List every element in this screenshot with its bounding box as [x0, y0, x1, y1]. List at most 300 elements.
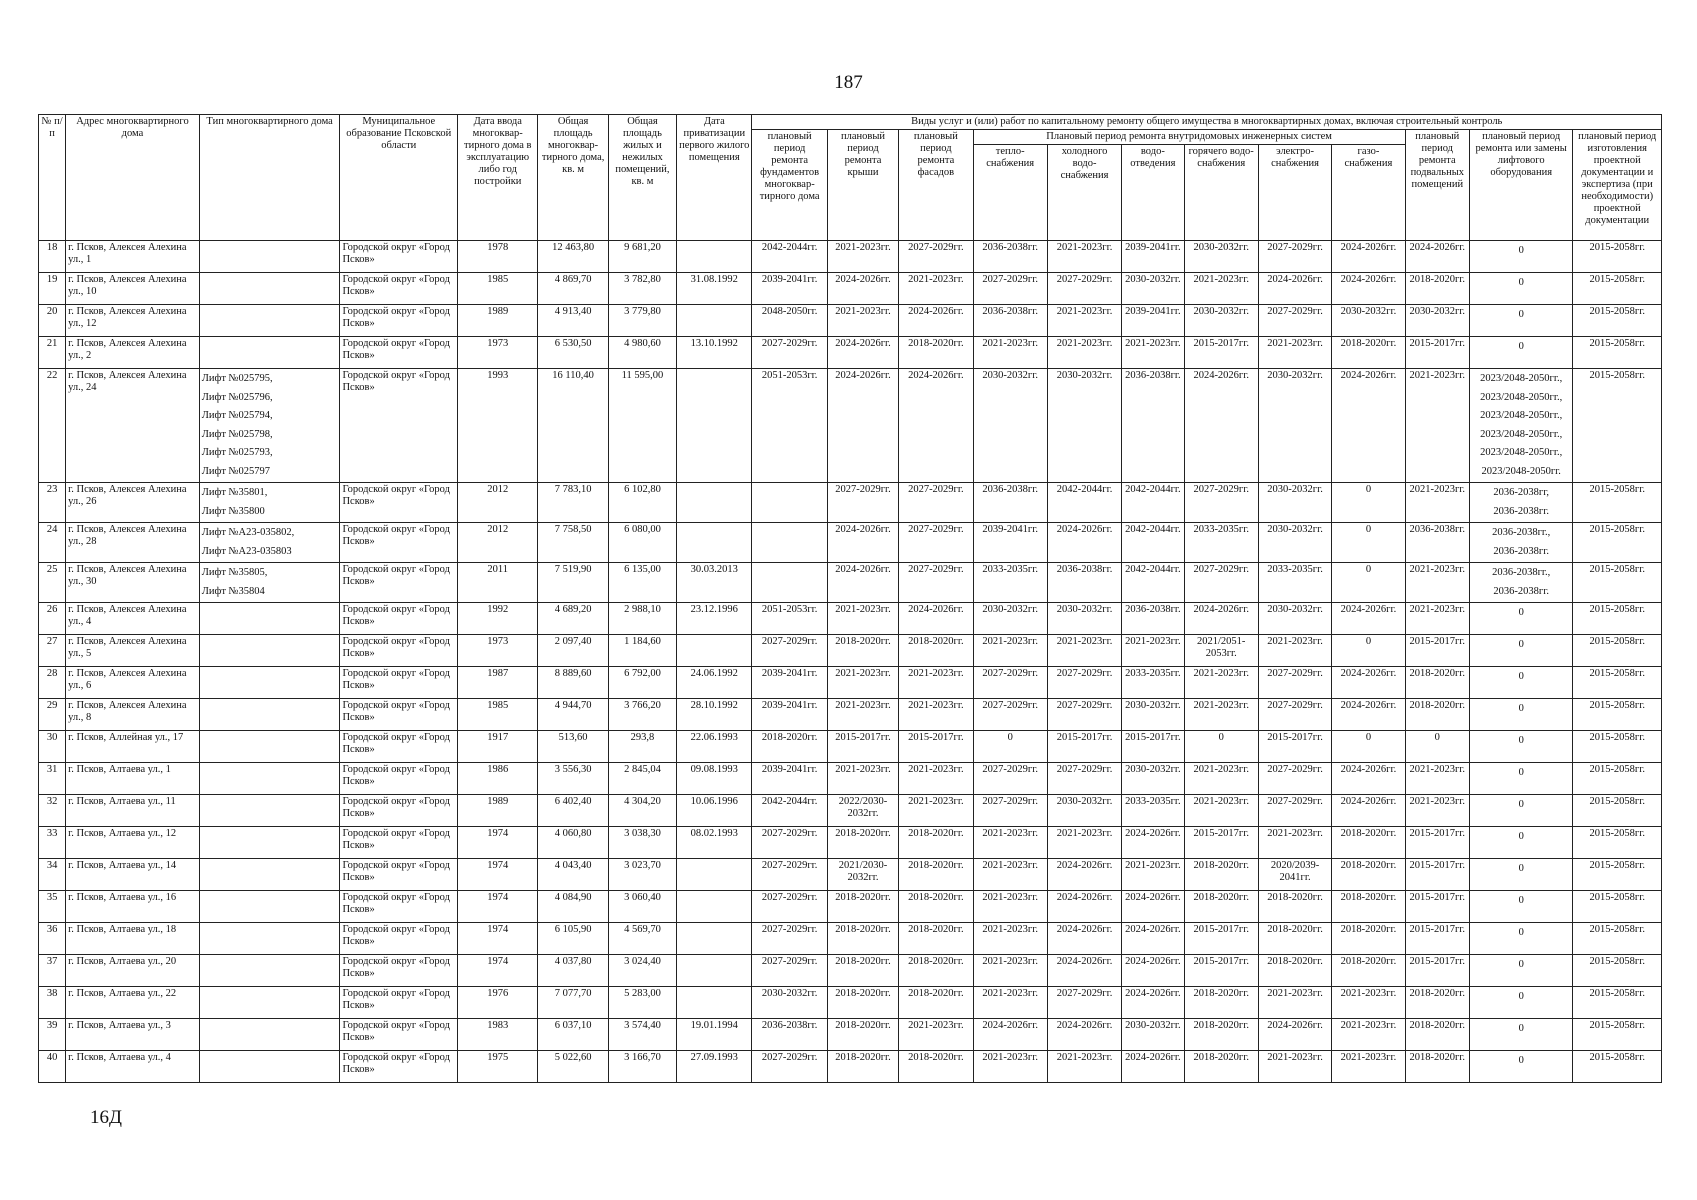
cell-cold-water: 2036-2038гг. [1047, 563, 1121, 603]
cell-elevator [1469, 923, 1573, 955]
cell-foundation: 2027-2029гг. [752, 859, 827, 891]
cell-address: г. Псков, Алтаева ул., 12 [66, 827, 200, 859]
cell-cold-water: 2021-2023гг. [1047, 635, 1121, 667]
cell-elevator [1469, 667, 1573, 699]
cell-privatization-date [677, 523, 752, 563]
cell-living-area: 4 304,20 [608, 795, 676, 827]
elevator-period: 0 [1518, 341, 1524, 352]
cell-living-area: 3 779,80 [608, 305, 676, 337]
cell-facade: 2021-2023гг. [899, 763, 973, 795]
cell-cold-water: 2030-2032гг. [1047, 369, 1121, 483]
cell-privatization-date: 30.03.2013 [677, 563, 752, 603]
cell-commission-year: 1973 [458, 635, 538, 667]
cell-cold-water: 2027-2029гг. [1047, 699, 1121, 731]
cell-total-area: 3 556,30 [538, 763, 608, 795]
cell-commission-year: 1985 [458, 699, 538, 731]
cell-roof: 2018-2020гг. [827, 891, 898, 923]
cell-type [199, 891, 340, 923]
cell-roof: 2024-2026гг. [827, 369, 898, 483]
elevator-period: 0 [1518, 863, 1524, 874]
cell-drainage: 2042-2044гг. [1122, 523, 1184, 563]
cell-living-area: 3 766,20 [608, 699, 676, 731]
cell-elevator [1469, 699, 1573, 731]
cell-total-area: 6 402,40 [538, 795, 608, 827]
elevator-period: 0 [1518, 277, 1524, 288]
cell-privatization-date [677, 859, 752, 891]
cell-commission-year: 1987 [458, 667, 538, 699]
cell-hot-water: 2033-2035гг. [1184, 523, 1258, 563]
cell-municipality: Городской округ «Город Псков» [340, 731, 458, 763]
cell-hot-water: 2021-2023гг. [1184, 667, 1258, 699]
cell-docs: 2015-2058гг. [1573, 563, 1662, 603]
cell-type [199, 763, 340, 795]
cell-basement: 2015-2017гг. [1405, 635, 1469, 667]
cell-commission-year: 1974 [458, 859, 538, 891]
cell-facade: 2015-2017гг. [899, 731, 973, 763]
cell-drainage: 2036-2038гг. [1122, 603, 1184, 635]
cell-hot-water: 2015-2017гг. [1184, 923, 1258, 955]
table-row [39, 987, 1662, 1019]
cell-docs: 2015-2058гг. [1573, 763, 1662, 795]
cell-electric: 2015-2017гг. [1258, 731, 1331, 763]
cell-cold-water: 2027-2029гг. [1047, 987, 1121, 1019]
cell-heating: 2021-2023гг. [973, 859, 1047, 891]
cell-docs: 2015-2058гг. [1573, 859, 1662, 891]
cell-living-area: 9 681,20 [608, 241, 676, 273]
cell-facade: 2021-2023гг. [899, 795, 973, 827]
cell-living-area: 3 024,40 [608, 955, 676, 987]
cell-address: г. Псков, Алтаева ул., 20 [66, 955, 200, 987]
cell-heating: 2030-2032гг. [973, 603, 1047, 635]
cell-type [199, 955, 340, 987]
header-cold-water: холодного водо-снабжения [1047, 145, 1121, 241]
lift-entry: Лифт №025796, [201, 391, 273, 403]
cell-type [199, 923, 340, 955]
cell-privatization-date [677, 369, 752, 483]
cell-num: 37 [39, 955, 66, 987]
header-basement: плановый период ремонта подвальных помещений [1405, 130, 1469, 241]
cell-basement: 2018-2020гг. [1405, 699, 1469, 731]
header-type: Тип многоквартирного дома [199, 115, 340, 241]
cell-drainage: 2015-2017гг. [1122, 731, 1184, 763]
cell-living-area: 3 038,30 [608, 827, 676, 859]
cell-electric: 2021-2023гг. [1258, 1051, 1331, 1083]
cell-foundation: 2042-2044гг. [752, 241, 827, 273]
cell-facade: 2018-2020гг. [899, 827, 973, 859]
cell-num: 29 [39, 699, 66, 731]
cell-basement: 2015-2017гг. [1405, 827, 1469, 859]
cell-total-area: 12 463,80 [538, 241, 608, 273]
cell-docs: 2015-2058гг. [1573, 1051, 1662, 1083]
cell-address: г. Псков, Аллейная ул., 17 [66, 731, 200, 763]
table-row [39, 667, 1662, 699]
cell-docs: 2015-2058гг. [1573, 273, 1662, 305]
cell-heating: 2033-2035гг. [973, 563, 1047, 603]
cell-total-area: 4 037,80 [538, 955, 608, 987]
table-row [39, 955, 1662, 987]
cell-living-area: 5 283,00 [608, 987, 676, 1019]
cell-type [199, 241, 340, 273]
cell-hot-water: 2015-2017гг. [1184, 337, 1258, 369]
cell-basement: 2021-2023гг. [1405, 483, 1469, 523]
lift-entry: Лифт №35805, [201, 567, 268, 578]
cell-drainage: 2024-2026гг. [1122, 923, 1184, 955]
cell-hot-water: 2030-2032гг. [1184, 241, 1258, 273]
cell-foundation: 2051-2053гг. [752, 603, 827, 635]
cell-living-area: 3 782,80 [608, 273, 676, 305]
cell-living-area: 2 845,04 [608, 763, 676, 795]
cell-privatization-date: 28.10.1992 [677, 699, 752, 731]
cell-gas: 2030-2032гг. [1332, 305, 1405, 337]
cell-drainage: 2030-2032гг. [1122, 763, 1184, 795]
cell-gas: 2021-2023гг. [1332, 1051, 1405, 1083]
cell-num: 33 [39, 827, 66, 859]
cell-municipality: Городской округ «Город Псков» [340, 337, 458, 369]
cell-type [199, 603, 340, 635]
cell-gas: 2018-2020гг. [1332, 891, 1405, 923]
elevator-period: 2036-2038гг., [1492, 527, 1551, 538]
cell-docs: 2015-2058гг. [1573, 987, 1662, 1019]
cell-docs: 2015-2058гг. [1573, 369, 1662, 483]
cell-basement: 2018-2020гг. [1405, 667, 1469, 699]
table-row [39, 337, 1662, 369]
cell-total-area: 2 097,40 [538, 635, 608, 667]
cell-facade: 2024-2026гг. [899, 369, 973, 483]
cell-municipality: Городской округ «Город Псков» [340, 273, 458, 305]
cell-cold-water: 2024-2026гг. [1047, 859, 1121, 891]
cell-drainage: 2039-2041гг. [1122, 241, 1184, 273]
cell-elevator [1469, 305, 1573, 337]
cell-type [199, 1051, 340, 1083]
cell-foundation: 2027-2029гг. [752, 1051, 827, 1083]
cell-basement: 2024-2026гг. [1405, 241, 1469, 273]
cell-electric: 2018-2020гг. [1258, 955, 1331, 987]
cell-address: г. Псков, Алтаева ул., 18 [66, 923, 200, 955]
cell-drainage: 2030-2032гг. [1122, 273, 1184, 305]
page-number: 187 [834, 72, 863, 93]
cell-commission-year: 1974 [458, 923, 538, 955]
cell-facade: 2024-2026гг. [899, 305, 973, 337]
table-row [39, 241, 1662, 273]
cell-hot-water: 2021-2023гг. [1184, 795, 1258, 827]
cell-gas: 2018-2020гг. [1332, 859, 1405, 891]
cell-roof: 2022/2030-2032гг. [827, 795, 898, 827]
cell-roof: 2024-2026гг. [827, 523, 898, 563]
cell-gas: 2018-2020гг. [1332, 955, 1405, 987]
cell-total-area: 4 869,70 [538, 273, 608, 305]
cell-total-area: 4 689,20 [538, 603, 608, 635]
cell-cold-water: 2024-2026гг. [1047, 955, 1121, 987]
cell-num: 27 [39, 635, 66, 667]
header-drainage: водо-отведения [1122, 145, 1184, 241]
cell-type [199, 987, 340, 1019]
cell-type [199, 1019, 340, 1051]
cell-electric: 2024-2026гг. [1258, 273, 1331, 305]
cell-elevator [1469, 763, 1573, 795]
cell-foundation: 2027-2029гг. [752, 827, 827, 859]
cell-living-area: 3 023,70 [608, 859, 676, 891]
table-body [39, 241, 1662, 1083]
cell-foundation: 2027-2029гг. [752, 337, 827, 369]
cell-heating: 2027-2029гг. [973, 273, 1047, 305]
cell-privatization-date: 27.09.1993 [677, 1051, 752, 1083]
cell-hot-water: 2018-2020гг. [1184, 987, 1258, 1019]
cell-docs: 2015-2058гг. [1573, 891, 1662, 923]
cell-drainage: 2024-2026гг. [1122, 827, 1184, 859]
cell-privatization-date: 10.06.1996 [677, 795, 752, 827]
cell-type [199, 337, 340, 369]
header-elevator: плановый период ремонта или замены лифтового оборудования [1469, 130, 1573, 241]
cell-type [199, 483, 340, 523]
cell-heating: 2021-2023гг. [973, 337, 1047, 369]
cell-docs: 2015-2058гг. [1573, 667, 1662, 699]
cell-type [199, 635, 340, 667]
cell-docs: 2015-2058гг. [1573, 1019, 1662, 1051]
cell-electric: 2027-2029гг. [1258, 667, 1331, 699]
cell-municipality: Городской округ «Город Псков» [340, 859, 458, 891]
cell-municipality: Городской округ «Город Псков» [340, 241, 458, 273]
cell-address: г. Псков, Алексея Алехина ул., 24 [66, 369, 200, 483]
cell-hot-water: 2018-2020гг. [1184, 1019, 1258, 1051]
elevator-period: 2023/2048-2050гг., [1480, 391, 1563, 403]
cell-hot-water: 2018-2020гг. [1184, 1051, 1258, 1083]
cell-elevator [1469, 483, 1573, 523]
cell-facade: 2021-2023гг. [899, 667, 973, 699]
cell-cold-water: 2021-2023гг. [1047, 305, 1121, 337]
cell-heating: 2036-2038гг. [973, 483, 1047, 523]
cell-total-area: 6 037,10 [538, 1019, 608, 1051]
cell-living-area: 6 135,00 [608, 563, 676, 603]
table-row [39, 369, 1662, 483]
cell-electric: 2027-2029гг. [1258, 241, 1331, 273]
cell-docs: 2015-2058гг. [1573, 305, 1662, 337]
elevator-period: 2036-2038гг. [1493, 545, 1549, 557]
cell-num: 36 [39, 923, 66, 955]
cell-privatization-date: 13.10.1992 [677, 337, 752, 369]
cell-cold-water: 2015-2017гг. [1047, 731, 1121, 763]
cell-address: г. Псков, Алексея Алехина ул., 28 [66, 523, 200, 563]
cell-privatization-date [677, 483, 752, 523]
cell-living-area: 3 166,70 [608, 1051, 676, 1083]
cell-gas: 2018-2020гг. [1332, 337, 1405, 369]
cell-living-area: 6 102,80 [608, 483, 676, 523]
cell-heating: 2024-2026гг. [973, 1019, 1047, 1051]
cell-foundation: 2027-2029гг. [752, 891, 827, 923]
cell-heating: 2036-2038гг. [973, 305, 1047, 337]
cell-facade: 2027-2029гг. [899, 483, 973, 523]
cell-address: г. Псков, Алексея Алехина ул., 6 [66, 667, 200, 699]
cell-total-area: 4 913,40 [538, 305, 608, 337]
cell-living-area: 11 595,00 [608, 369, 676, 483]
cell-num: 28 [39, 667, 66, 699]
cell-electric: 2030-2032гг. [1258, 523, 1331, 563]
cell-drainage: 2033-2035гг. [1122, 795, 1184, 827]
cell-gas: 2024-2026гг. [1332, 241, 1405, 273]
cell-hot-water: 2015-2017гг. [1184, 827, 1258, 859]
table-row [39, 603, 1662, 635]
cell-roof: 2021/2030-2032гг. [827, 859, 898, 891]
cell-commission-year: 1976 [458, 987, 538, 1019]
elevator-period: 0 [1518, 991, 1524, 1002]
cell-electric: 2027-2029гг. [1258, 699, 1331, 731]
cell-hot-water: 0 [1184, 731, 1258, 763]
cell-cold-water: 2027-2029гг. [1047, 273, 1121, 305]
header-facade: плановый период ремонта фасадов [899, 130, 973, 241]
cell-elevator [1469, 859, 1573, 891]
cell-hot-water: 2027-2029гг. [1184, 563, 1258, 603]
cell-electric: 2020/2039-2041гг. [1258, 859, 1331, 891]
cell-cold-water: 2030-2032гг. [1047, 795, 1121, 827]
table-row [39, 827, 1662, 859]
table-row [39, 563, 1662, 603]
cell-num: 32 [39, 795, 66, 827]
lift-entry: Лифт №35804 [201, 585, 265, 597]
cell-municipality: Городской округ «Город Псков» [340, 763, 458, 795]
cell-docs: 2015-2058гг. [1573, 923, 1662, 955]
cell-cold-water: 2024-2026гг. [1047, 523, 1121, 563]
cell-electric: 2030-2032гг. [1258, 369, 1331, 483]
cell-municipality: Городской округ «Город Псков» [340, 369, 458, 483]
cell-electric: 2027-2029гг. [1258, 305, 1331, 337]
cell-hot-water: 2021-2023гг. [1184, 763, 1258, 795]
header-gas: газо-снабжения [1332, 145, 1405, 241]
cell-municipality: Городской округ «Город Псков» [340, 483, 458, 523]
elevator-period: 0 [1518, 607, 1524, 618]
table-row [39, 1019, 1662, 1051]
cell-type [199, 795, 340, 827]
cell-elevator [1469, 241, 1573, 273]
header-commission-date: Дата ввода многоквар-тирного дома в эксплуатацию либо год постройки [458, 115, 538, 241]
cell-commission-year: 1983 [458, 1019, 538, 1051]
cell-num: 31 [39, 763, 66, 795]
cell-roof: 2021-2023гг. [827, 241, 898, 273]
cell-roof: 2018-2020гг. [827, 1051, 898, 1083]
cell-living-area: 4 980,60 [608, 337, 676, 369]
cell-heating: 2039-2041гг. [973, 523, 1047, 563]
cell-municipality: Городской округ «Город Псков» [340, 827, 458, 859]
cell-heating: 2021-2023гг. [973, 1051, 1047, 1083]
elevator-period: 0 [1518, 1055, 1524, 1066]
cell-commission-year: 1993 [458, 369, 538, 483]
elevator-period: 2023/2048-2050гг. [1481, 465, 1561, 477]
elevator-period: 2023/2048-2050гг., [1480, 428, 1563, 440]
cell-address: г. Псков, Алексея Алехина ул., 10 [66, 273, 200, 305]
cell-total-area: 4 944,70 [538, 699, 608, 731]
cell-basement: 2015-2017гг. [1405, 859, 1469, 891]
cell-privatization-date: 23.12.1996 [677, 603, 752, 635]
cell-drainage: 2042-2044гг. [1122, 483, 1184, 523]
header-hot-water: горячего водо-снабжения [1184, 145, 1258, 241]
cell-heating: 0 [973, 731, 1047, 763]
cell-commission-year: 1978 [458, 241, 538, 273]
cell-electric: 2033-2035гг. [1258, 563, 1331, 603]
header-works-group: Виды услуг и (или) работ по капитальному ремонту общего имущества в многоквартирных домах, включая строительный контроль [752, 115, 1662, 130]
cell-address: г. Псков, Алтаева ул., 11 [66, 795, 200, 827]
cell-drainage: 2039-2041гг. [1122, 305, 1184, 337]
cell-type [199, 731, 340, 763]
cell-heating: 2021-2023гг. [973, 923, 1047, 955]
cell-address: г. Псков, Алексея Алехина ул., 12 [66, 305, 200, 337]
cell-heating: 2021-2023гг. [973, 635, 1047, 667]
cell-living-area: 3 574,40 [608, 1019, 676, 1051]
elevator-period: 2036-2038гг. [1493, 585, 1549, 597]
cell-num: 38 [39, 987, 66, 1019]
cell-municipality: Городской округ «Город Псков» [340, 1051, 458, 1083]
cell-address: г. Псков, Алексея Алехина ул., 26 [66, 483, 200, 523]
cell-privatization-date [677, 305, 752, 337]
cell-roof: 2021-2023гг. [827, 603, 898, 635]
cell-municipality: Городской округ «Город Псков» [340, 667, 458, 699]
cell-docs: 2015-2058гг. [1573, 483, 1662, 523]
cell-roof: 2018-2020гг. [827, 987, 898, 1019]
header-total-area: Общая площадь многоквар-тирного дома, кв. м [538, 115, 608, 241]
cell-privatization-date [677, 955, 752, 987]
elevator-period: 0 [1518, 309, 1524, 320]
cell-num: 20 [39, 305, 66, 337]
cell-basement: 2018-2020гг. [1405, 1051, 1469, 1083]
cell-total-area: 16 110,40 [538, 369, 608, 483]
cell-privatization-date: 08.02.1993 [677, 827, 752, 859]
cell-drainage: 2021-2023гг. [1122, 337, 1184, 369]
cell-living-area: 2 988,10 [608, 603, 676, 635]
cell-docs: 2015-2058гг. [1573, 699, 1662, 731]
cell-electric: 2024-2026гг. [1258, 1019, 1331, 1051]
cell-num: 39 [39, 1019, 66, 1051]
table-row [39, 763, 1662, 795]
cell-foundation: 2018-2020гг. [752, 731, 827, 763]
cell-municipality: Городской округ «Город Псков» [340, 795, 458, 827]
cell-roof: 2021-2023гг. [827, 699, 898, 731]
cell-heating: 2021-2023гг. [973, 987, 1047, 1019]
cell-basement: 2021-2023гг. [1405, 369, 1469, 483]
cell-commission-year: 1989 [458, 795, 538, 827]
cell-basement: 2021-2023гг. [1405, 603, 1469, 635]
table-row [39, 731, 1662, 763]
cell-foundation [752, 483, 827, 523]
cell-municipality: Городской округ «Город Псков» [340, 923, 458, 955]
cell-living-area: 6 792,00 [608, 667, 676, 699]
cell-foundation: 2048-2050гг. [752, 305, 827, 337]
cell-roof: 2024-2026гг. [827, 563, 898, 603]
cell-docs: 2015-2058гг. [1573, 635, 1662, 667]
cell-elevator [1469, 273, 1573, 305]
cell-basement: 2015-2017гг. [1405, 923, 1469, 955]
elevator-period: 2023/2048-2050гг., [1480, 447, 1563, 458]
cell-foundation: 2039-2041гг. [752, 763, 827, 795]
table-row [39, 699, 1662, 731]
cell-roof: 2015-2017гг. [827, 731, 898, 763]
cell-electric: 2021-2023гг. [1258, 337, 1331, 369]
cell-municipality: Городской округ «Город Псков» [340, 523, 458, 563]
cell-facade: 2027-2029гг. [899, 241, 973, 273]
cell-municipality: Городской округ «Город Псков» [340, 891, 458, 923]
cell-commission-year: 1989 [458, 305, 538, 337]
cell-foundation: 2030-2032гг. [752, 987, 827, 1019]
cell-gas: 2018-2020гг. [1332, 923, 1405, 955]
cell-privatization-date: 24.06.1992 [677, 667, 752, 699]
cell-cold-water: 2024-2026гг. [1047, 891, 1121, 923]
cell-gas: 2024-2026гг. [1332, 603, 1405, 635]
cell-basement: 2021-2023гг. [1405, 795, 1469, 827]
cell-gas: 2024-2026гг. [1332, 273, 1405, 305]
cell-privatization-date [677, 891, 752, 923]
cell-commission-year: 1974 [458, 955, 538, 987]
cell-facade: 2018-2020гг. [899, 987, 973, 1019]
cell-type [199, 699, 340, 731]
cell-drainage: 2021-2023гг. [1122, 635, 1184, 667]
cell-basement: 2018-2020гг. [1405, 1019, 1469, 1051]
cell-basement: 2021-2023гг. [1405, 563, 1469, 603]
